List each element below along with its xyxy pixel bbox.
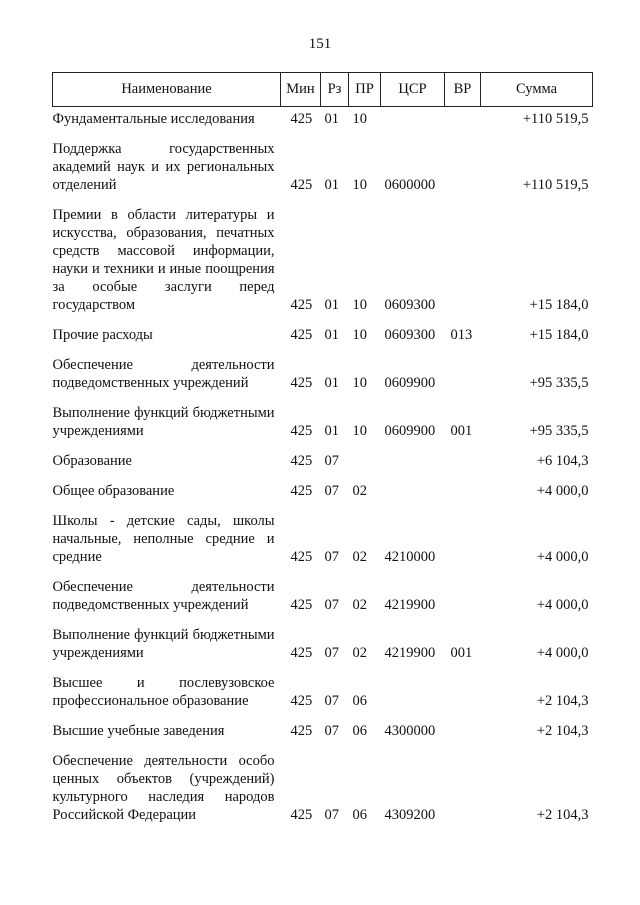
cell-sum: +2 104,3: [536, 693, 589, 709]
cell-rz: 01: [324, 327, 339, 343]
cell-sum: +4 000,0: [536, 549, 589, 565]
cell-rz: 01: [324, 111, 339, 127]
cell-rz: 01: [324, 423, 339, 439]
cell-rz: 07: [324, 645, 339, 661]
cell-sum: +95 335,5: [529, 423, 589, 439]
cell-name: [53, 194, 281, 314]
row-label: Высшие учебные заведения: [52, 723, 225, 739]
cell-rz: 07: [324, 453, 339, 469]
cell-vr: [445, 128, 481, 194]
cell-vr: [445, 107, 481, 129]
cell-vr: [445, 566, 481, 614]
cell-pr: 10: [352, 423, 367, 439]
cell-pr: 06: [352, 723, 367, 739]
row-label: Обеспечение деятельности подведомственных учреждений: [52, 579, 275, 613]
cell-min: 425: [290, 549, 313, 565]
cell-vr: [445, 470, 481, 500]
row-label: Фундаментальные исследования: [52, 111, 255, 127]
cell-sum: +2 104,3: [536, 723, 589, 739]
cell-csr: 0600000: [384, 177, 436, 193]
row-label: Общее образование: [52, 483, 175, 499]
cell-csr: 0609900: [384, 375, 436, 391]
cell-name: [53, 614, 281, 662]
cell-min: 425: [290, 723, 313, 739]
header-name: Наименование: [53, 73, 281, 107]
cell-vr: [445, 740, 481, 824]
cell-vr: [445, 440, 481, 470]
table-row: [53, 128, 593, 194]
cell-min: 425: [290, 483, 313, 499]
cell-sum: +15 184,0: [529, 327, 589, 343]
cell-min: 425: [290, 327, 313, 343]
table-body: [53, 107, 593, 825]
cell-sum: +6 104,3: [536, 453, 589, 469]
cell-sum: +110 519,5: [522, 177, 589, 193]
cell-csr: 0609300: [384, 297, 436, 313]
cell-sum: +2 104,3: [536, 807, 589, 823]
cell-vr: [445, 500, 481, 566]
cell-min: 425: [290, 597, 313, 613]
cell-rz: 01: [324, 297, 339, 313]
cell-pr: 02: [352, 549, 367, 565]
cell-csr: [381, 662, 445, 710]
cell-name: [53, 740, 281, 824]
cell-pr: 02: [352, 483, 367, 499]
cell-name: [53, 128, 281, 194]
cell-rz: 07: [324, 597, 339, 613]
cell-pr: [349, 440, 381, 470]
row-label: Премии в области литературы и искусства, образования, печатных средств массовой информации, науки и техники и иные поощрения за особые заслуги перед государством: [52, 207, 275, 313]
cell-min: 425: [290, 375, 313, 391]
table-row: [53, 440, 593, 470]
table-row: [53, 392, 593, 440]
header-csr: ЦСР: [381, 73, 445, 107]
cell-csr: 0609900: [384, 423, 436, 439]
cell-csr: [381, 470, 445, 500]
table-row: [53, 614, 593, 662]
cell-name: [53, 107, 281, 129]
cell-name: [53, 662, 281, 710]
header-pr: ПР: [349, 73, 381, 107]
cell-pr: 06: [352, 807, 367, 823]
header-sum: Сумма: [481, 73, 593, 107]
row-label: Поддержка государственных академий наук и их региональных отделений: [52, 141, 275, 193]
cell-pr: 06: [352, 693, 367, 709]
cell-min: 425: [290, 807, 313, 823]
table-row: [53, 566, 593, 614]
cell-sum: +4 000,0: [536, 597, 589, 613]
cell-vr: 001: [450, 423, 473, 439]
cell-min: 425: [290, 111, 313, 127]
cell-pr: 10: [352, 297, 367, 313]
header-rz: Рз: [321, 73, 349, 107]
table-row: [53, 470, 593, 500]
table-row: [53, 710, 593, 740]
cell-rz: 07: [324, 549, 339, 565]
row-label: Образование: [52, 453, 132, 469]
cell-min: 425: [290, 177, 313, 193]
cell-pr: 02: [352, 645, 367, 661]
cell-csr: 0609300: [384, 327, 436, 343]
table-header: [53, 73, 593, 107]
cell-csr: 4219900: [384, 645, 436, 661]
header-min: Мин: [281, 73, 321, 107]
page-number: 151: [308, 36, 332, 52]
cell-rz: 01: [324, 177, 339, 193]
table-row: [53, 500, 593, 566]
cell-vr: [445, 710, 481, 740]
cell-rz: 07: [324, 483, 339, 499]
row-label: Прочие расходы: [52, 327, 153, 343]
cell-pr: 10: [352, 327, 367, 343]
cell-rz: 07: [324, 723, 339, 739]
table-row: [53, 194, 593, 314]
cell-name: [53, 392, 281, 440]
row-label: Выполнение функций бюджетными учреждениями: [52, 405, 275, 439]
row-label: Школы - детские сады, школы начальные, неполные средние и средние: [52, 513, 275, 565]
cell-pr: 10: [352, 111, 367, 127]
cell-rz: 07: [324, 807, 339, 823]
cell-sum: +95 335,5: [529, 375, 589, 391]
row-label: Обеспечение деятельности подведомственных учреждений: [52, 357, 275, 391]
cell-vr: [445, 344, 481, 392]
cell-sum: +15 184,0: [529, 297, 589, 313]
cell-vr: [445, 662, 481, 710]
header-vr: ВР: [445, 73, 481, 107]
cell-csr: 4219900: [384, 597, 436, 613]
table-row: [53, 740, 593, 824]
cell-min: 425: [290, 693, 313, 709]
cell-min: 425: [290, 297, 313, 313]
budget-table: [52, 72, 593, 824]
row-label: Обеспечение деятельности особо ценных объектов (учреждений) культурного наследия народов Российской Федерации: [52, 753, 275, 823]
cell-csr: 4309200: [384, 807, 436, 823]
cell-rz: 07: [324, 693, 339, 709]
cell-csr: 4210000: [384, 549, 436, 565]
cell-csr: [381, 107, 445, 129]
row-label: Выполнение функций бюджетными учреждениями: [52, 627, 275, 661]
table-row: [53, 107, 593, 129]
cell-name: [53, 710, 281, 740]
cell-pr: 10: [352, 177, 367, 193]
cell-vr: 013: [450, 327, 473, 343]
cell-name: [53, 440, 281, 470]
cell-min: 425: [290, 423, 313, 439]
cell-vr: 001: [450, 645, 473, 661]
cell-pr: 02: [352, 597, 367, 613]
cell-name: [53, 344, 281, 392]
cell-sum: +110 519,5: [522, 111, 589, 127]
cell-min: 425: [290, 453, 313, 469]
cell-pr: 10: [352, 375, 367, 391]
cell-csr: [381, 440, 445, 470]
cell-csr: 4300000: [384, 723, 436, 739]
table-row: [53, 344, 593, 392]
table-row: [53, 314, 593, 344]
cell-min: 425: [290, 645, 313, 661]
cell-name: [53, 470, 281, 500]
cell-name: [53, 500, 281, 566]
cell-name: [53, 314, 281, 344]
row-label: Высшее и послевузовское профессиональное образование: [52, 675, 275, 709]
cell-name: [53, 566, 281, 614]
cell-rz: 01: [324, 375, 339, 391]
cell-sum: +4 000,0: [536, 483, 589, 499]
cell-vr: [445, 194, 481, 314]
table-row: [53, 662, 593, 710]
cell-sum: +4 000,0: [536, 645, 589, 661]
